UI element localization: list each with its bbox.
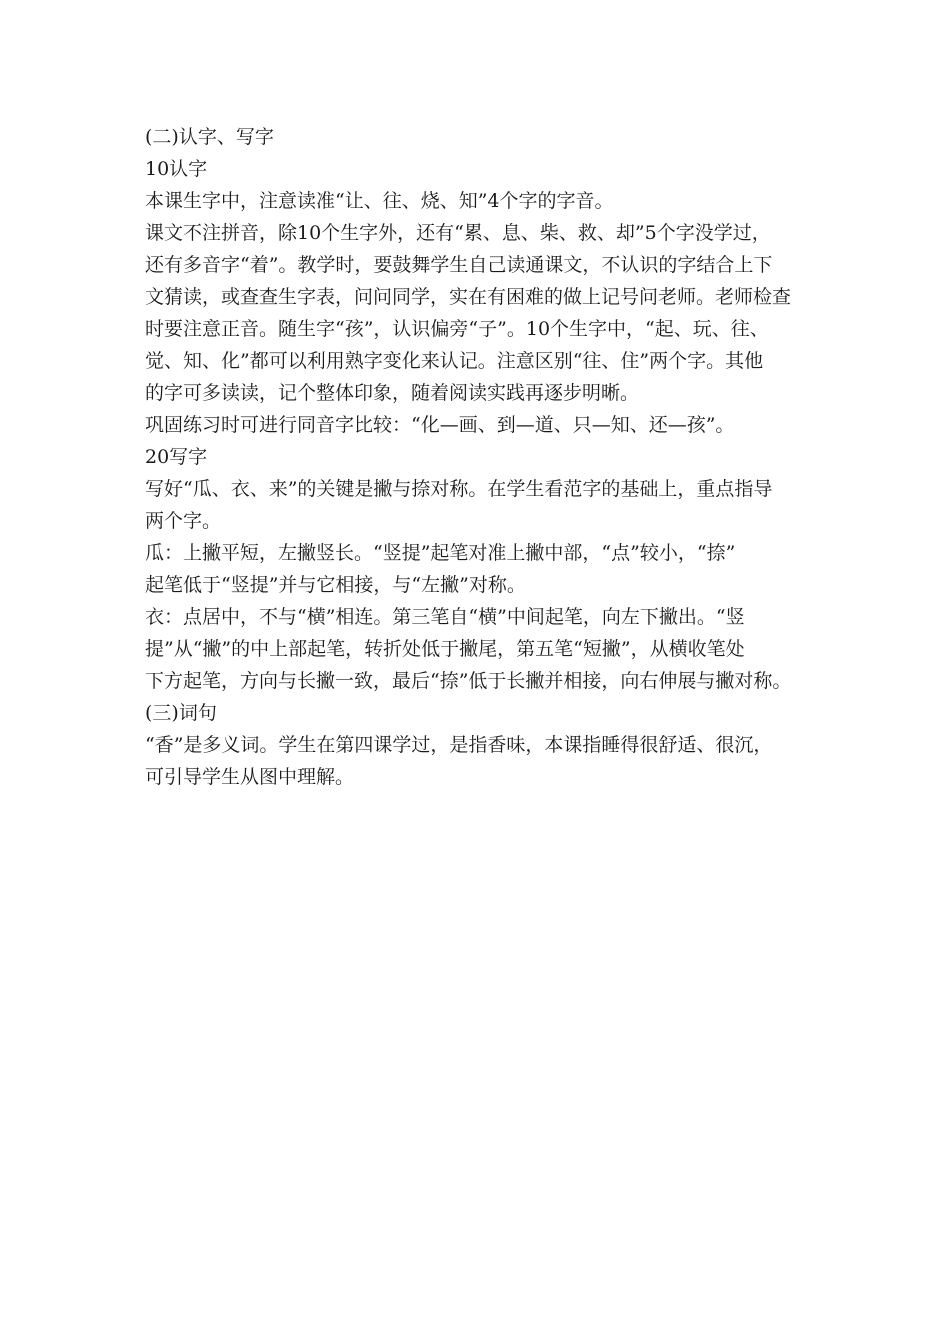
text-line: 的字可多读读，记个整体印象，随着阅读实践再逐步明晰。 — [145, 382, 640, 404]
text-line: “香”是多义词。学生在第四课学过，是指香味，本课指睡得很舒适、很沉， — [145, 734, 773, 756]
text-line: 巩固练习时可进行同音字比较：“化—画、到—道、只—知、还—孩”。 — [145, 414, 735, 436]
paragraph-homophone-practice — [145, 409, 825, 441]
text-line: 可引导学生从图中理解。 — [145, 766, 355, 788]
subheading-recognize: 10认字 — [145, 158, 208, 180]
text-line: 衣：点居中，不与“横”相连。第三笔自“横”中间起笔，向左下撇出。“竖 — [145, 606, 745, 628]
paragraph-yi — [145, 601, 825, 697]
text-line: 两个字。 — [145, 510, 222, 532]
text-line: 课文不注拼音，除10个生字外，还有“累、息、柴、救、却”5个字没学过， — [145, 222, 771, 244]
paragraph-xiang — [145, 729, 825, 793]
section-heading-words-sentences: (三)词句 — [145, 702, 217, 724]
text-line: 觉、知、化”都可以利用熟字变化来认记。注意区别“往、住”两个字。其他 — [145, 350, 764, 372]
paragraph-gua — [145, 537, 825, 601]
subheading-writing: 20写字 — [145, 446, 208, 468]
text-line: 起笔低于“竖提”并与它相接，与“左撇”对称。 — [145, 574, 526, 596]
text-line: 下方起笔，方向与长撇一致，最后“捺”低于长撇并相接，向右伸展与撇对称。 — [145, 670, 792, 692]
text-line: 文猜读，或查查生字表，问问同学，实在有困难的做上记号问老师。老师检查 — [145, 286, 792, 308]
text-line: 瓜：上撇平短，左撇竖长。“竖提”起笔对准上撇中部，“点”较小，“捺” — [145, 542, 736, 564]
text-line: 本课生字中，注意读准“让、往、烧、知”4个字的字音。 — [145, 190, 614, 212]
text-line: 还有多音字“着”。教学时，要鼓舞学生自己读通课文，不认识的字结合上下 — [145, 254, 773, 276]
paragraph-reading-guidance — [145, 217, 825, 409]
paragraph-pronunciation — [145, 185, 825, 217]
text-line: 提”从“撇”的中上部起笔，转折处低于撇尾，第五笔“短撇”，从横收笔处 — [145, 638, 745, 660]
paragraph-writing-key — [145, 473, 825, 537]
document-body — [145, 121, 825, 793]
section-heading-recognize-write: (二)认字、写字 — [145, 126, 274, 148]
text-line: 时要注意正音。随生字“孩”，认识偏旁“子”。10个生字中，“起、玩、往、 — [145, 318, 769, 340]
text-line: 写好“瓜、衣、来”的关键是撇与捺对称。在学生看范字的基础上，重点指导 — [145, 478, 773, 500]
